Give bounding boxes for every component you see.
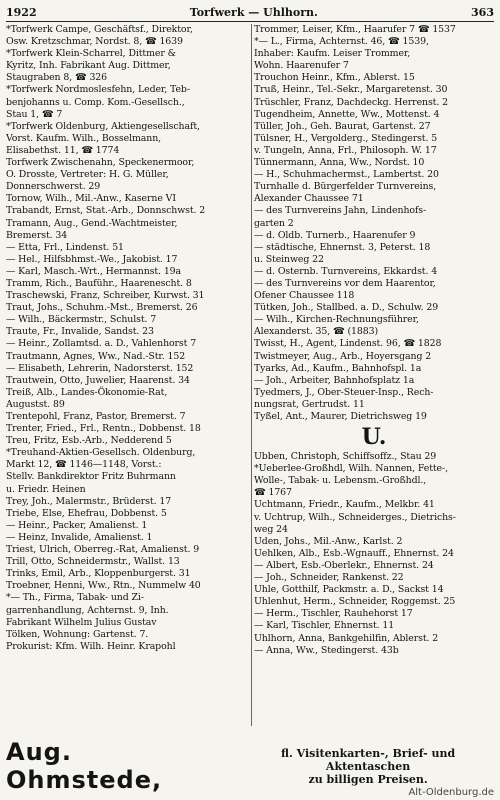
directory-entry: Troebner, Henni, Ww., Rtn., Nummelw 40 <box>6 580 201 592</box>
directory-entry: Markt 12, ☎ 1146—1148, Vorst.: <box>6 459 162 471</box>
directory-entry: — Heinr., Packer, Amalienst. 1 <box>6 519 148 531</box>
advertisement-text <box>242 747 494 786</box>
directory-entry: v. Tungeln, Anna, Frl., Philosoph. W. 17 <box>254 144 437 156</box>
directory-entry: Trommer, Leiser, Kfm., Haarufer 7 ☎ 1537 <box>254 24 456 35</box>
header-divider <box>6 21 494 22</box>
directory-entry: Elisabethst. 11, ☎ 1774 <box>6 144 120 156</box>
directory-entry: Ubben, Christoph, Schiffsoffz., Stau 29 <box>254 451 437 463</box>
directory-entry: — Etta, Frl., Lindenst. 51 <box>6 241 124 253</box>
advertisement-line-2: zu billigen Preisen. <box>308 772 428 786</box>
directory-entry: — d. Oldb. Turnerb., Haarenufer 9 <box>254 229 416 241</box>
directory-entry: — Wilh., Bäckermstr., Schulst. 7 <box>6 314 157 326</box>
directory-entry: Ofener Chaussee 118 <box>254 290 355 302</box>
directory-entry: Treu, Fritz, Esb.-Arb., Nedderend 5 <box>6 435 172 447</box>
directory-entry: — Albert, Esb.-Oberlekr., Ehnernst. 24 <box>254 559 434 571</box>
column-divider <box>251 24 252 726</box>
directory-entry: *Treuhand-Aktien-Gesellsch. Oldenburg, <box>6 447 196 459</box>
directory-entry: — Karl, Tischler, Ehnernst. 11 <box>254 620 395 632</box>
right-column-upper <box>254 24 494 423</box>
directory-entry: Uehlken, Alb., Esb.-Wgnauff., Ehnernst. 24 <box>254 547 454 559</box>
directory-entry: — Karl, Masch.-Wrt., Hermannst. 19a <box>6 265 182 277</box>
directory-entry: Tülsner, H., Vergolderg., Stedingerst. 5 <box>254 132 438 144</box>
directory-entry: Staugraben 8, ☎ 326 <box>6 72 108 84</box>
directory-entry: Traschewski, Franz, Schreiber, Kurwst. 31 <box>6 290 205 302</box>
directory-entry: Turnhalle d. Bürgerfelder Turnvereins, <box>254 181 437 193</box>
directory-entry: Tütken, Joh., Stallbed. a. D., Schulw. 29 <box>254 302 439 314</box>
directory-entry: — Wilh., Kirchen-Rechnungsführer, <box>254 314 419 326</box>
directory-entry: benjohanns u. Comp. Kom.-Gesellsch., <box>6 96 185 108</box>
directory-entry: ☎ 1767 <box>254 487 292 499</box>
directory-entry: Augustst. 89 <box>6 398 65 410</box>
directory-entry: Trüschler, Franz, Dachdeckg. Herrenst. 2 <box>254 96 448 108</box>
directory-entry: Triebe, Else, Ehefrau, Dobbenst. 5 <box>6 507 167 519</box>
directory-entry: Kyritz, Inh. Fabrikant Aug. Dittmer, <box>6 60 171 72</box>
directory-entry: Tyedmers, J., Ober-Steuer-Insp., Rech- <box>254 386 434 398</box>
directory-entry: Uhlhorn, Anna, Bankgehilfin, Ablerst. 2 <box>254 632 439 644</box>
directory-entry: — Joh., Schneider, Rankenst. 22 <box>254 572 404 584</box>
directory-entry: *Torfwerk Klein-Scharrel, Dittmer & <box>6 48 176 60</box>
directory-entry: Tramann, Aug., Gend.-Wachtmeister, <box>6 217 178 229</box>
directory-entry: Donnerschwerst. 29 <box>6 181 101 193</box>
directory-entry: *— L., Firma, Achternst. 46, ☎ 1539, <box>254 36 429 48</box>
directory-entry: Uden, Johs., Mil.-Anw., Karlst. 2 <box>254 535 403 547</box>
directory-entry: Tüller, Joh., Geh. Baurat, Gartenst. 27 <box>254 120 431 132</box>
directory-entry: — d. Osternb. Turnvereins, Ekkardst. 4 <box>254 265 438 277</box>
section-letter-u: U. <box>361 424 387 451</box>
directory-entry: Tramm, Rich., Bauführ., Haarenescht. 8 <box>6 277 192 289</box>
directory-entry: Trenter, Fried., Frl., Rentn., Dobbenst. 18 <box>6 423 201 435</box>
directory-entry: Trey, Joh., Malermstr., Brüderst. 17 <box>6 495 172 507</box>
directory-entry: Trautmann, Agnes, Ww., Nad.-Str. 152 <box>6 350 186 362</box>
directory-entry: Alexander Chaussee 71 <box>254 193 364 205</box>
page-header <box>6 6 494 20</box>
directory-entry: Stellv. Bankdirektor Fritz Buhrmann <box>6 471 176 483</box>
directory-entry: nungsrat, Gertrudst. 11 <box>254 398 365 410</box>
directory-entry: u. Steinweg 22 <box>254 253 324 265</box>
right-column-lower <box>254 451 494 657</box>
directory-entry: — Herm., Tischler, Rauhehorst 17 <box>254 608 413 620</box>
directory-entry: Alexanderst. 35, ☎ (1883) <box>254 326 379 338</box>
directory-entry: *Ueberlee-Großhdl, Wilh. Nannen, Fette-, <box>254 463 448 475</box>
directory-entry: Uchtmann, Friedr., Kaufm., Melkbr. 41 <box>254 499 435 511</box>
directory-entry: Vorst. Kaufm. Wilh., Bosselmann, <box>6 132 162 144</box>
directory-entry: *— Th., Firma, Tabak- und Zi- <box>6 592 144 604</box>
directory-entry: Stau 1, ☎ 7 <box>6 108 63 120</box>
directory-entry: v. Uchtrup, Wilh., Schneiderges., Dietrichs- <box>254 511 456 523</box>
right-column <box>254 24 494 657</box>
directory-entry: Tyßel, Ant., Maurer, Dietrichsweg 19 <box>254 411 427 422</box>
directory-entry: Trouchon Heinr., Kfm., Ablerst. 15 <box>254 72 415 84</box>
directory-entry: Inhaber: Kaufm. Leiser Trommer, <box>254 48 411 60</box>
directory-entry: — Joh., Arbeiter, Bahnhofsplatz 1a <box>254 374 415 386</box>
directory-entry: Bremerst. 34 <box>6 229 68 241</box>
directory-entry: — Heinr., Zollamtsd. a. D., Vahlenhorst 7 <box>6 338 197 350</box>
directory-entry: weg 24 <box>254 523 288 535</box>
directory-entry: Trentepohl, Franz, Pastor, Bremerst. 7 <box>6 411 186 422</box>
directory-entry: — H., Schuhmachermst., Lambertst. 20 <box>254 169 439 181</box>
directory-entry: Fabrikant Wilhelm Julius Gustav <box>6 616 157 628</box>
directory-entry: Wolle-, Tabak- u. Lebensm.-Großhdl., <box>254 475 427 487</box>
advertisement-name: Aug. Ohmstede, <box>6 738 163 794</box>
directory-entry: Traut, Johs., Schuhm.-Mst., Bremerst. 26 <box>6 302 198 314</box>
directory-entry: Treiß, Alb., Landes-Ökonomie-Rat, <box>6 386 168 398</box>
directory-entry: — Heinz, Invalide, Amalienst. 1 <box>6 531 153 543</box>
directory-entry: — Elisabeth, Lehrerin, Nadorsterst. 152 <box>6 362 194 374</box>
advertisement-line-1: fl. Visitenkarten-, Brief- und Aktentaschen <box>281 746 456 773</box>
directory-entry: Trinks, Emil, Arb., Kloppenburgerst. 31 <box>6 568 191 580</box>
directory-entry: garten 2 <box>254 217 294 229</box>
left-column <box>6 24 250 653</box>
directory-entry: Trabandt, Ernst, Stat.-Arb., Donnschwst. 2 <box>6 205 206 217</box>
directory-entry: Twisst, H., Agent, Lindenst. 96, ☎ 1828 <box>254 338 442 350</box>
directory-entry: u. Friedr. Heinen <box>6 483 86 495</box>
header-year: 1922 <box>6 6 37 19</box>
directory-entry: garrenhandlung, Achternst. 9, Inh. <box>6 604 169 616</box>
directory-entry: Tyarks, Ad., Kaufm., Bahnhofspl. 1a <box>254 362 422 374</box>
directory-entry: Tölken, Wohnung: Gartenst. 7. <box>6 628 149 640</box>
directory-entry: Truß, Heinr., Tel.-Sekr., Margaretenst. 30 <box>254 84 448 96</box>
directory-entry: Prokurist: Kfm. Wilh. Heinr. Krapohl <box>6 640 176 652</box>
directory-entry: Tugendheim, Annette, Ww., Mottenst. 4 <box>254 108 440 120</box>
directory-entry: *Torfwerk Nordmoslesfehn, Leder, Teb- <box>6 84 190 96</box>
directory-entry: Osw. Kretzschmar, Nordst. 8, ☎ 1639 <box>6 36 183 48</box>
directory-entry: Trautwein, Otto, Juwelier, Haarenst. 34 <box>6 374 190 386</box>
directory-entry: Uhle, Gotthilf, Packmstr. a. D., Sackst 14 <box>254 584 444 596</box>
header-page-range: Torfwerk — Uhlhorn. <box>189 6 318 19</box>
directory-entry: Uhlenhut, Herm., Schneider, Roggemst. 25 <box>254 596 456 608</box>
directory-entry: — Anna, Ww., Stedingerst. 43b <box>254 644 399 656</box>
directory-entry: Torfwerk Zwischenahn, Speckenermoor, <box>6 157 195 169</box>
directory-entry: O. Drosste, Vertreter: H. G. Müller, <box>6 169 169 181</box>
directory-entry: Tünnermann, Anna, Ww., Nordst. 10 <box>254 157 425 169</box>
directory-entry: Trill, Otto, Schneidermstr., Wallst. 13 <box>6 556 180 568</box>
header-page-number: 363 <box>471 6 494 19</box>
directory-entry: Twistmeyer, Aug., Arb., Hoyersgang 2 <box>254 350 432 362</box>
directory-entry: Tornow, Wilh., Mil.-Anw., Kaserne VI <box>6 193 176 205</box>
directory-entry: — städtische, Ehnernst. 3, Peterst. 18 <box>254 241 431 253</box>
directory-entry: — des Turnvereins Jahn, Lindenhofs- <box>254 205 427 217</box>
directory-entry: Triest, Ulrich, Oberreg.-Rat, Amalienst. 9 <box>6 544 200 556</box>
directory-entry: *Torfwerk Oldenburg, Aktiengesellschaft, <box>6 120 200 132</box>
directory-entry: Traute, Fr., Invalide, Sandst. 23 <box>6 326 154 338</box>
directory-entry: Wohn. Haarenufer 7 <box>254 60 349 72</box>
watermark: Alt-Oldenburg.de <box>408 787 494 798</box>
directory-entry: *Torfwerk Campe, Geschäftsf., Direktor, <box>6 24 193 35</box>
directory-entry: — des Turnvereins vor dem Haarentor, <box>254 277 436 289</box>
directory-entry: — Hel., Hilfsbhmst.-We., Jakobist. 17 <box>6 253 178 265</box>
